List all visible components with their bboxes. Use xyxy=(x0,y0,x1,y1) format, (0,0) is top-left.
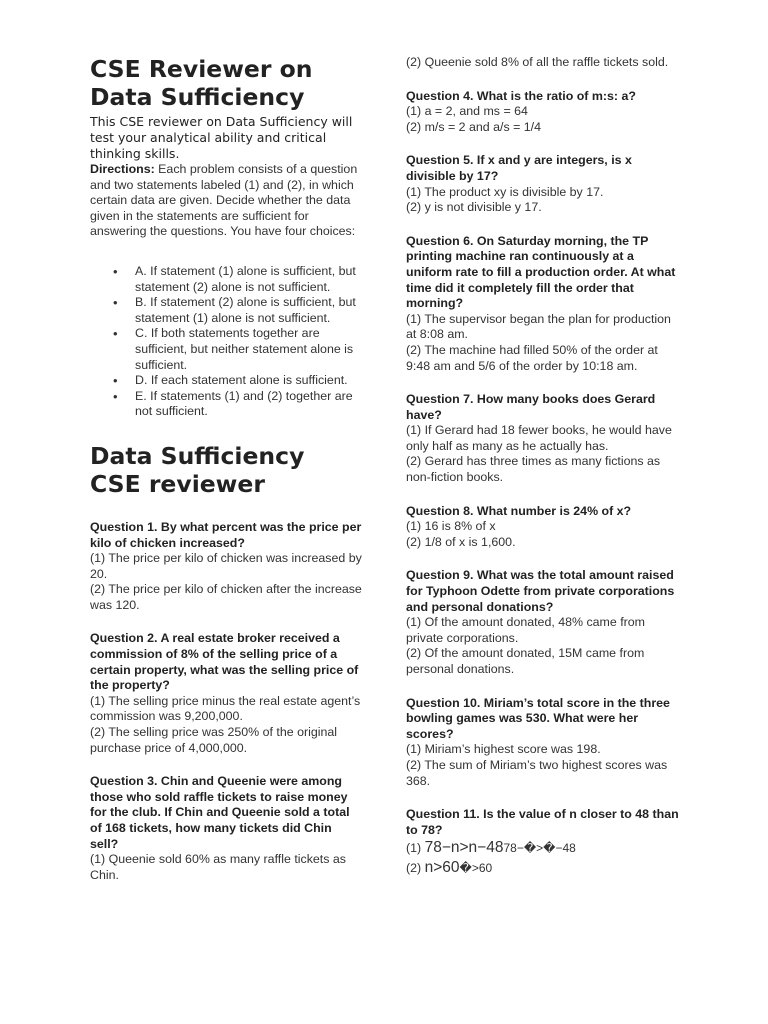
math-expression: 78−n>n−48 xyxy=(424,839,504,857)
statement-1: (1) The product xy is divisible by 17. xyxy=(406,184,604,199)
intro-text: This CSE reviewer on Data Sufficiency will test your analytical ability and critical thinking skills. xyxy=(90,114,353,161)
question-text: Question 4. What is the ratio of m:s: a? xyxy=(406,88,636,103)
question-text: Question 6. On Saturday morning, the TP printing machine ran continuously at a uniform rate to fill a production order. At what time did it completely fill the order that morning? xyxy=(406,233,676,311)
question-6 xyxy=(406,234,681,374)
statement-1: (1) The supervisor began the plan for production at 8:08 am. xyxy=(406,311,671,342)
statement-label: (1) xyxy=(406,841,425,856)
statement-2: (2) Queenie sold 8% of all the raffle tickets sold. xyxy=(406,55,669,69)
list-item: • C. If both statements together are sufficient, but neither statement alone is sufficient. xyxy=(135,326,362,373)
choices-list xyxy=(90,264,362,420)
question-4 xyxy=(406,89,681,136)
question-text: Question 10. Miriam’s total score in the three bowling games was 530. What were her scores? xyxy=(406,695,670,741)
statement-1 xyxy=(406,838,681,858)
list-item: • D. If each statement alone is sufficient. xyxy=(135,373,362,389)
question-text: Question 3. Chin and Queenie were among those who sold raffle tickets to raise money for the club. If Chin and Queenie sold a total of 168 tickets, how many tickets did Chin sell? xyxy=(90,774,350,851)
statement-1: (1) The price per kilo of chicken was increased by 20. xyxy=(90,551,362,581)
question-text: Question 9. What was the total amount raised for Typhoon Odette from private corporations and personal donations? xyxy=(406,568,675,614)
statement-1: (1) Queenie sold 60% as many raffle tickets as Chin. xyxy=(90,852,346,882)
question-3 xyxy=(90,774,362,883)
statement-2: (2) Gerard has three times as many fictions as non-fiction books. xyxy=(406,454,661,485)
statement-2 xyxy=(406,858,681,878)
directions-paragraph xyxy=(90,162,362,240)
question-5 xyxy=(406,153,681,215)
math-fallback-text: 78−�>�−48 xyxy=(503,841,576,856)
question-10 xyxy=(406,696,681,790)
question-text: Question 5. If x and y are integers, is x divisible by 17? xyxy=(406,153,632,183)
question-9 xyxy=(406,568,681,677)
statement-2: (2) The sum of Miriam’s two highest scores was 368. xyxy=(406,757,668,788)
statement-2: (2) Of the amount donated, 15M came from personal donations. xyxy=(406,646,645,676)
statement-2: (2) The selling price was 250% of the original purchase price of 4,000,000. xyxy=(90,725,338,755)
statement-1: (1) a = 2, and ms = 64 xyxy=(406,104,528,119)
question-2 xyxy=(90,631,362,756)
statement-1: (1) The selling price minus the real estate agent’s commission was 9,200,000. xyxy=(90,693,361,724)
question-text: Question 8. What number is 24% of x? xyxy=(406,503,632,518)
statement-2: (2) m/s = 2 and a/s = 1/4 xyxy=(406,119,541,134)
question-text: Question 1. By what percent was the price per kilo of chicken increased? xyxy=(90,519,362,550)
question-11 xyxy=(406,807,681,878)
directions-label: Directions: xyxy=(90,162,155,176)
list-item: • E. If statements (1) and (2) together are not sufficient. xyxy=(135,389,362,420)
question-7 xyxy=(406,392,681,486)
math-expression: n>60 xyxy=(424,859,460,877)
statement-1: (1) Of the amount donated, 48% came from private corporations. xyxy=(406,615,645,645)
statement-label: (2) xyxy=(406,861,425,876)
list-item: • B. If statement (2) alone is sufficient, but statement (1) alone is not sufficient. xyxy=(135,295,362,326)
math-fallback-text: �>60 xyxy=(459,861,493,876)
question-text: Question 2. A real estate broker received a commission of 8% of the selling price of a certain property, what was the selling price of the property? xyxy=(90,631,359,693)
left-column xyxy=(90,0,362,883)
section-heading: Data Sufficiency CSE reviewer xyxy=(90,441,305,498)
statement-1: (1) 16 is 8% of x xyxy=(406,519,496,534)
question-text: Question 7. How many books does Gerard have? xyxy=(406,392,656,422)
question-1 xyxy=(90,520,362,614)
statement-2: (2) The machine had filled 50% of the order at 9:48 am and 5/6 of the order by 10:18 am. xyxy=(406,342,658,373)
statement-2: (2) The price per kilo of chicken after the increase was 120. xyxy=(90,582,362,612)
question-8 xyxy=(406,504,681,551)
directions-text: Each problem consists of a question and two statements labeled (1) and (2), in which certain data are given. Decide whether the data given in the statements are sufficient for answering the questions. You have four choices: xyxy=(90,162,358,239)
statement-2: (2) y is not divisible y 17. xyxy=(406,200,542,215)
right-column xyxy=(406,0,681,878)
statement-1: (1) If Gerard had 18 fewer books, he would have only half as many as he actually has. xyxy=(406,423,672,453)
page-title: CSE Reviewer on Data Sufficiency xyxy=(90,55,313,111)
question-text: Question 11. Is the value of n closer to 48 than to 78? xyxy=(406,807,679,837)
list-item: • A. If statement (1) alone is sufficient, but statement (2) alone is not sufficient. xyxy=(135,264,362,295)
statement-1: (1) Miriam’s highest score was 198. xyxy=(406,742,601,757)
statement-2: (2) 1/8 of x is 1,600. xyxy=(406,534,516,549)
